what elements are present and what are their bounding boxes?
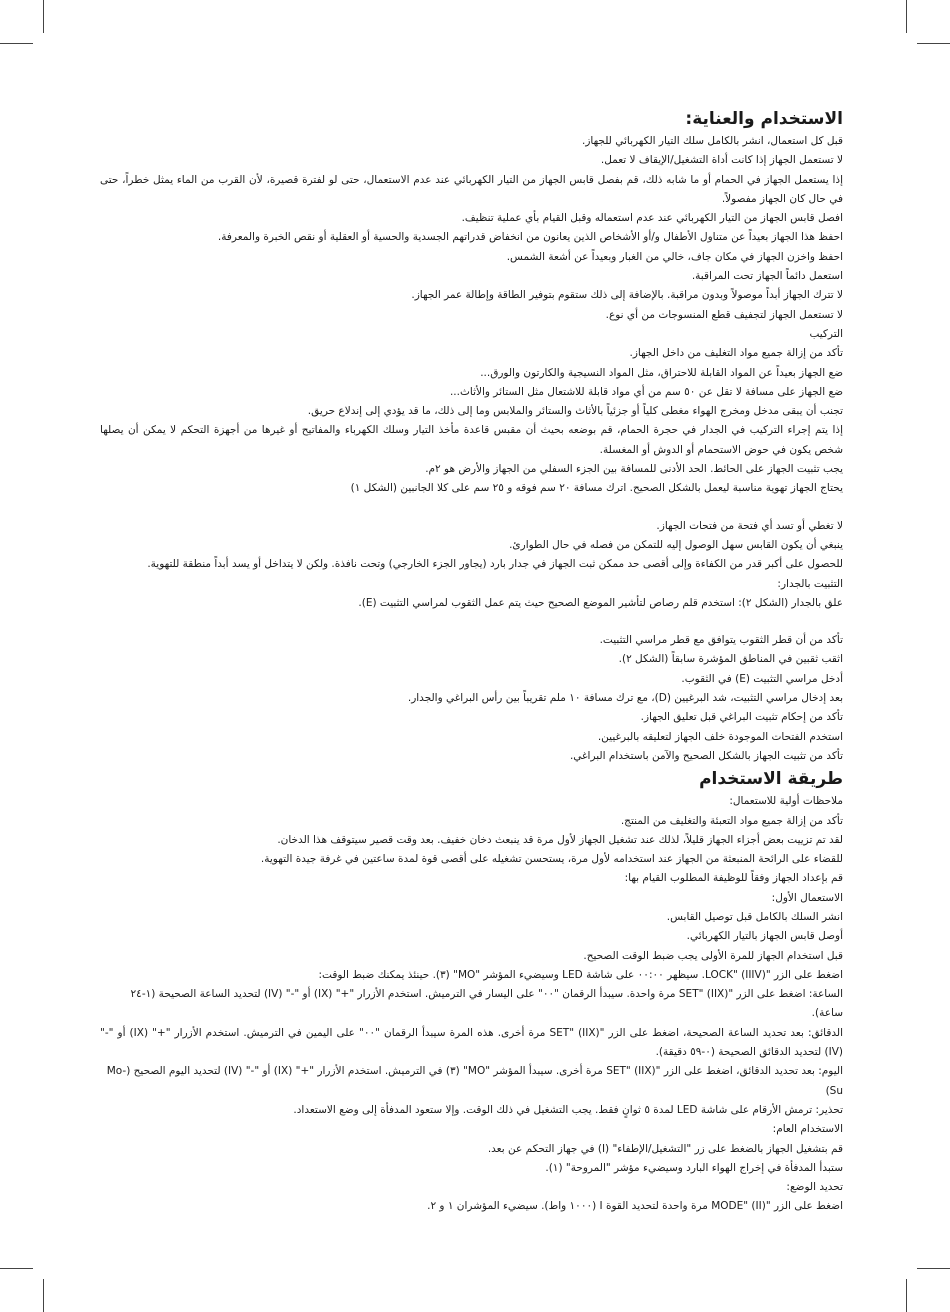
text-line: للحصول على أكبر قدر من الكفاءة وإلى أقصى حد ممكن ثبت الجهاز في جدار بارد (يجاور الجزء الخارجي) وتحت نافذة. ولكن لا يتداخل أو يسد أبداً منطقة للتهوية. (147, 558, 843, 571)
text-line: قبل كل استعمال، انشر بالكامل سلك التيار الكهربائي للجهاز. (581, 135, 843, 147)
text-line: لا تترك الجهاز أبداً موصولاً وبدون مراقبة. بالإضافة إلى ذلك ستقوم بتوفير الطاقة وإطالة عمر الجهاز. (411, 289, 843, 302)
text-line: قم بإعداد الجهاز وفقاً للوظيفة المطلوب القيام بها: (624, 872, 843, 885)
text-line: تأكد من إزالة جميع مواد التغليف من داخل الجهاز. (629, 347, 843, 360)
text-line: قم بتشغيل الجهاز بالضغط على زر "التشغيل/الإطفاء" (I) في جهاز التحكم عن بعد. (487, 1142, 843, 1155)
text-line: اضغط على الزر "MODE" (II) مرة واحدة لتحديد القوة I (١٠٠٠ واط). سيضيء المؤشران ١ و ٢. (427, 1200, 843, 1213)
crop-mark (0, 1268, 33, 1269)
document-body (100, 106, 843, 1217)
crop-mark (906, 0, 907, 33)
text-line: اضغط على الزر "LOCK" (IIIV). سيظهر ٠٠:٠٠ على شاشة LED وسيضيء المؤشر "MO" (٣). حينئذ يمكنك ضبط الوقت: (318, 968, 843, 981)
subheading-preliminary-notes: ملاحظات أولية للاستعمال: (729, 795, 843, 808)
text-line: أوصل قابس الجهاز بالتيار الكهربائي. (686, 930, 843, 943)
text-line: للقضاء على الرائحة المنبعثة من الجهاز عند استخدامه لأول مرة، يستحسن تشغيله على أقصى قوة لمدة ساعتين في غرفة جيدة التهوية. (260, 853, 843, 866)
text-line: أدخل مراسي التثبيت (E) في الثقوب. (681, 672, 843, 685)
text-line: قبل استخدام الجهاز للمرة الأولى يجب ضبط الوقت الصحيح. (583, 949, 843, 962)
subheading-first-use: الاستعمال الأول: (771, 891, 843, 904)
section-heading-how-to-use: طريقة الاستخدام (699, 769, 843, 790)
section-heading-use-and-care: الاستخدام والعناية: (685, 109, 843, 129)
text-line: بعد إدخال مراسي التثبيت، شد البرغيين (D)، مع ترك مسافة ١٠ ملم تقريباً بين رأس البراغي والجدار. (407, 692, 843, 705)
crop-mark (0, 43, 33, 44)
text-line: ضع الجهاز على مسافة لا تقل عن ٥٠ سم من أي مواد قابلة للاشتعال مثل الستائر والأثاث... (449, 385, 843, 398)
subheading-installation: التركيب (809, 327, 843, 340)
crop-mark (917, 1268, 950, 1269)
crop-mark (43, 1279, 44, 1312)
text-line: تأكد من أن قطر الثقوب يتوافق مع قطر مراسي التثبيت. (599, 634, 843, 647)
subheading-mode-selection: تحديد الوضع: (786, 1181, 843, 1194)
text-line: احفظ واخزن الجهاز في مكان جاف، خالي من الغبار وبعيداً عن أشعة الشمس. (506, 250, 843, 263)
text-line: ينبغي أن يكون القابس سهل الوصول إليه للتمكن من فصله في حال الطوارئ. (509, 538, 843, 551)
text-line: اليوم: بعد تحديد الدقائق، اضغط على الزر "SET" (IIX) مرة أخرى. سيبدأ المؤشر "MO" (٣) في الترميش. استخدم الأزرار "+" (IX) أو "-" (IV) لتحديد اليوم الصحيح (Mo-Su) (106, 1065, 843, 1097)
text-line: الدقائق: بعد تحديد الساعة الصحيحة، اضغط على الزر "SET" (IIX) مرة أخرى. هذه المرة سيبدأ الرقمان "٠٠" على اليمين في الترميش. استخدم الأزرار "+" (IX) أو "-" (IV) لتحديد الدقائق الصحيحة (٠-٥٩ دقيقة). (100, 1026, 844, 1059)
text-line: اثقب ثقبين في المناطق المؤشرة سابقاً (الشكل ٢). (618, 653, 843, 666)
text-line: لا تغطي أو تسد أي فتحة من فتحات الجهاز. (656, 519, 843, 532)
text-line: ضع الجهاز بعيداً عن المواد القابلة للاحتراق، مثل المواد النسيجية والكارتون والورق... (480, 366, 843, 379)
text-line: لقد تم تزييت بعض أجزاء الجهاز قليلاً، لذلك عند تشغيل الجهاز لأول مرة قد ينبعث دخان خفيف. بعد وقت قصير سيتوقف هذا الدخان. (277, 833, 843, 846)
text-line: استعمل دائماً الجهاز تحت المراقبة. (691, 270, 843, 283)
text-line: تأكد من تثبيت الجهاز بالشكل الصحيح والآمن باستخدام البراغي. (569, 749, 843, 762)
text-line: يجب تثبيت الجهاز على الحائط. الحد الأدنى للمسافة بين الجزء السفلي من الجهاز والأرض هو ٢م. (425, 463, 843, 476)
text-line: انشر السلك بالكامل قبل توصيل القابس. (666, 910, 843, 923)
text-line: تحذير: ترمش الأرقام على شاشة LED لمدة ٥ ثوانٍ فقط. يجب التشغيل في ذلك الوقت. وإلا ستعود المدفأة إلى وضع الاستعداد. (293, 1103, 843, 1116)
text-line: الساعة: اضغط على الزر "SET" (IIX) مرة واحدة. سيبدأ الرقمان "٠٠" على اليسار في الترميش. استخدم الأزرار "+" (IX) أو "-" (IV) لتحديد الساعة الصحيحة (١-٢٤ ساعة). (130, 988, 843, 1020)
text-line: لا تستعمل الجهاز لتجفيف قطع المنسوجات من أي نوع. (605, 308, 843, 321)
text-line: إذا يتم إجراء التركيب في الجدار في حجرة الحمام، قم بوضعه بحيث أن مقبس قاعدة مأخذ التيار وسلك الكهرباء والمفاتيح أو غيرها من أجهزة التحكم لا يمكن أن يصلها شخص يكون في حوض الاستحمام أو الدوش أو المغسلة. (100, 424, 843, 456)
subheading-wall-mounting: التثبيت بالجدار: (777, 577, 843, 590)
crop-mark (43, 0, 44, 33)
text-line: يحتاج الجهاز تهوية مناسبة ليعمل بالشكل الصحيح. اترك مسافة ٢٠ سم فوقه و ٢٥ سم على كلا الجانبين (الشكل ١) (350, 482, 843, 495)
text-line: استخدم الفتحات الموجودة خلف الجهاز لتعليقه بالبرغيين. (597, 730, 843, 743)
text-line: احفظ هذا الجهاز بعيداً عن متناول الأطفال و/أو الأشخاص الذين يعانون من انخفاض قدراتهم الجسدية والحسية أو العقلية أو نقص الخبرة والمعرفة. (217, 231, 843, 244)
crop-mark (906, 1279, 907, 1312)
text-line: علق بالجدار (الشكل ٢): استخدم قلم رصاص لتأشير الموضع الصحيح حيث يتم عمل الثقوب لمراسي التثبيت (E). (358, 596, 843, 609)
crop-mark (917, 43, 950, 44)
text-line: افصل قابس الجهاز من التيار الكهربائي عند عدم استعماله وقبل القيام بأي عملية تنظيف. (461, 212, 843, 225)
text-line: تأكد من إزالة جميع مواد التعبئة والتغليف من المنتج. (620, 814, 843, 827)
text-line: إذا يستعمل الجهاز في الحمام أو ما شابه ذلك، قم بفصل قابس الجهاز من التيار الكهربائي عند عدم الاستعمال، حتى لو لفترة قصيرة، لأن القرب من الماء يمثل خطراً، حتى في حال كان الجهاز مفصولاً. (100, 173, 843, 205)
text-line: تجنب أن يبقى مدخل ومخرج الهواء مغطى كلياً أو جزئياً بالأثاث والستائر والملابس وما إلى ذلك، ما قد يؤدي إلى إندلاع حريق. (307, 405, 843, 418)
text-line: تأكد من إحكام تثبيت البراغي قبل تعليق الجهاز. (640, 711, 843, 724)
subheading-general-use: الاستخدام العام: (772, 1123, 843, 1136)
text-line: لا تستعمل الجهاز إذا كانت أداة التشغيل/الإيقاف لا تعمل. (600, 154, 843, 167)
text-line: ستبدأ المدفأة في إخراج الهواء البارد وسيضيء مؤشر "المروحة" (١). (545, 1161, 843, 1174)
